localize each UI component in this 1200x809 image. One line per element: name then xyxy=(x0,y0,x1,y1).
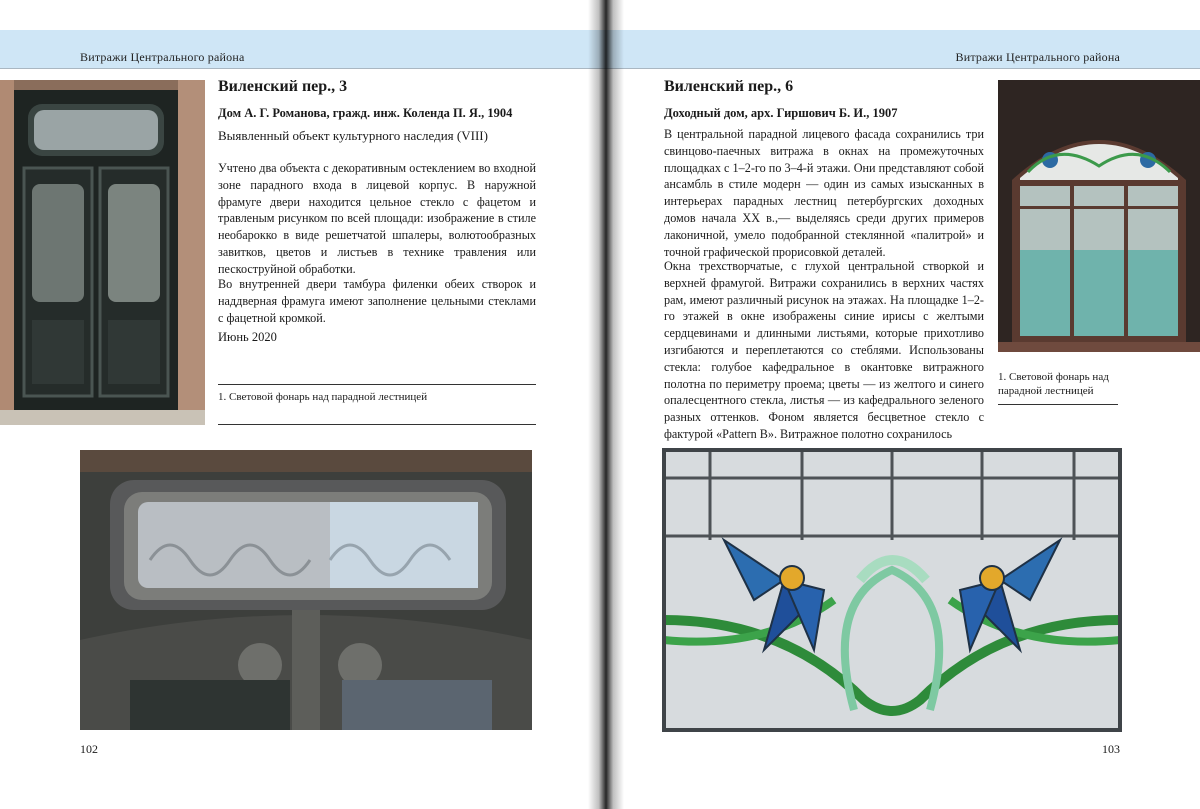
book-spine xyxy=(588,0,624,809)
caption-rule-bottom xyxy=(218,424,536,425)
entry-subtitle: Дом А. Г. Романова, гражд. инж. Коленда П. Я., 1904 xyxy=(218,106,513,120)
header-rule xyxy=(600,68,1200,69)
survey-date: Июнь 2020 xyxy=(218,330,277,344)
right-page xyxy=(600,0,1200,809)
page-number: 102 xyxy=(80,742,98,756)
caption-rule xyxy=(998,404,1118,405)
heritage-status: Выявленный объект культурного наследия (VIII) xyxy=(218,128,488,143)
header-rule xyxy=(0,68,600,69)
paragraph-2: Окна трехстворчатые, с глухой центральной створкой и верхней фрамугой. Витражи сохранились в верхних частях рам, имеют различный рисунок на этажах. На площадке 1–2-го этажей в окне изображены синие ирисы с желтыми сердцевинами и длинными листьями, которые прихотливо изгибаются и переплетаются со стеблями. Использованы стекла: голубое кафедральное в окантовке витражного полотна по периметру проема; цветы — из желтого и синего опалесцентного стекла, листья — из кафедрального зеленого разных оттенков. Фоном является бесцветное стекло с фактурой «Pattern B». Витражное полотно сохранилось xyxy=(664,259,984,441)
caption-rule-top xyxy=(218,384,536,385)
transom-photo xyxy=(80,450,532,730)
running-head: Витражи Центрального района xyxy=(955,50,1120,64)
entry-subtitle: Доходный дом, арх. Гиршович Б. И., 1907 xyxy=(664,106,898,120)
paragraph-2: Во внутренней двери тамбура филенки обеих створок и наддверная фрамуга имеют заполнение цельными стеклами с фацетной кромкой. xyxy=(218,277,536,325)
paragraph-1: В центральной парадной лицевого фасада сохранились три свинцово-паечных витража в окнах на промежуточных площадках с 1–2-го по 3–4-й этажи. Они представляют собой ансамбль в стиле модерн — один из самых изысканных в интерьерах парадных лестниц петербургских доходных домов начала XX в.,— выделяясь среди других примеров лаконичной, умело подобранной стеклянной «палитрой» и точной графической прорисовкой деталей. xyxy=(664,127,984,259)
photo-caption: 1. Световой фонарь над парадной лестницей xyxy=(218,391,428,403)
entry-title: Виленский пер., 3 xyxy=(218,78,348,95)
paragraph-1: Учтено два объекта с декоративным остеклением во входной зоне парадного входа в лицевой корпус. В наружной фрамуге двери находится цельное стекло с фацетом и травленым рисунком по всей площади: изображение в стиле необарокко в виде решетчатой шпалеры, волютообразных завитков, цветов и листьев в технике травления или пескоструйной обработки. xyxy=(218,161,536,276)
stained-glass-photo xyxy=(664,450,1120,730)
photo-caption: 1. Световой фонарь над парадной лестницей xyxy=(998,371,1109,397)
page-number: 103 xyxy=(1102,742,1120,756)
entry-title: Виленский пер., 6 xyxy=(664,78,794,95)
window-photo xyxy=(998,80,1200,352)
door-photo xyxy=(0,80,205,425)
running-head: Витражи Центрального района xyxy=(80,50,245,64)
